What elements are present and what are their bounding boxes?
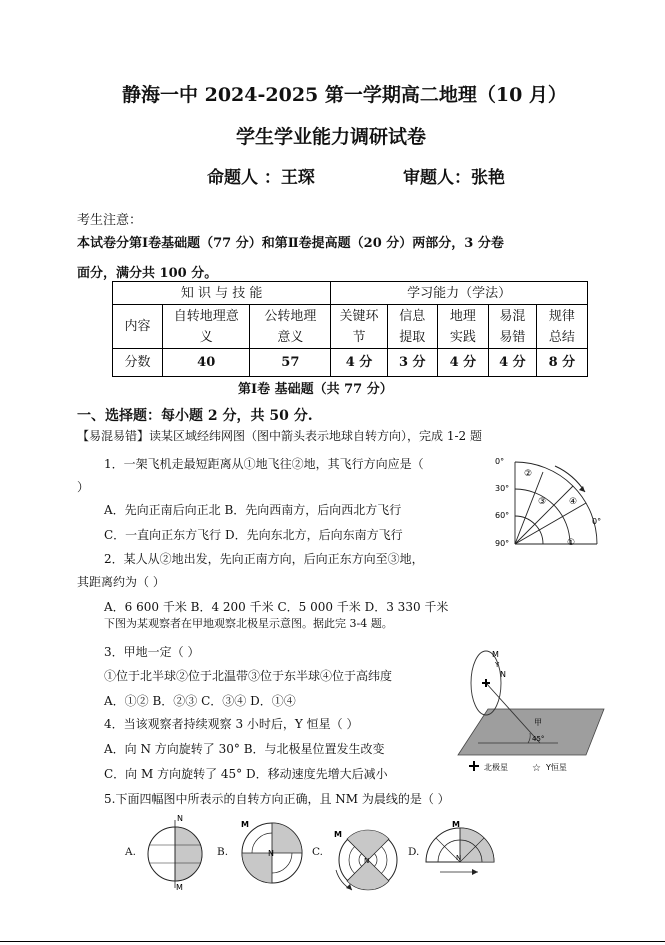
- q5-choice-d: D.: [408, 846, 420, 858]
- q5-choice-b: B.: [217, 846, 229, 858]
- q5-choice-a: A.: [125, 846, 136, 858]
- table-group-knowledge: 知 识 与 技 能: [113, 282, 331, 305]
- globe-d-n: N: [456, 854, 462, 862]
- intro-q3-q4: 下图为某观察者在甲地观察北极星示意图。据此完 3-4 题。: [104, 617, 393, 630]
- lat-label-30: 30°: [495, 484, 510, 493]
- q5-choice-c: C.: [312, 846, 323, 858]
- q1-stem: 1．一架飞机走最短距离从①地飞往②地，其飞行方向应是（: [104, 457, 424, 471]
- globe-c-n: N: [364, 857, 370, 865]
- table-cell-score: 4 分: [437, 349, 488, 377]
- lat-label-90: 90°: [495, 539, 510, 548]
- point-3: ③: [538, 497, 547, 507]
- legend-star-y: Y恒星: [546, 763, 567, 772]
- star-mark-Y: Y: [495, 661, 500, 669]
- place-jia: 甲: [534, 718, 542, 727]
- point-4: ④: [569, 497, 578, 507]
- q2-stem: 2．某人从②地出发，先向正南方向，后向正东方向至③地，: [104, 552, 424, 566]
- q3-stem: 3．甲地一定（ ）: [104, 645, 200, 659]
- globe-d-figure: [422, 820, 498, 882]
- star-icon: ☆: [532, 763, 541, 774]
- globe-a-m: M: [176, 883, 183, 892]
- q3-options: A．①② B．②③ C．③④ D．①④: [104, 694, 296, 708]
- table-cell-score: 4 分: [331, 349, 387, 377]
- table-cell-content: 自转地理意 义: [163, 305, 250, 349]
- lat-label-60: 60°: [495, 511, 510, 520]
- table-cell-score: 3 分: [387, 349, 437, 377]
- table-cell-content: 易混 易错: [488, 305, 536, 349]
- table-cell-content: 地理 实践: [437, 305, 488, 349]
- lon-label-0: 0°: [592, 517, 602, 526]
- point-1: ①: [567, 538, 576, 548]
- exam-title: 静海一中 2024-2025 第一学期高二地理（10 月）: [122, 84, 567, 106]
- table-cell-content: 公转地理 意义: [250, 305, 331, 349]
- polaris-observation-figure: [458, 643, 608, 778]
- table-cell-content: 关键环 节: [331, 305, 387, 349]
- table-cell-score: 8 分: [536, 349, 587, 377]
- globe-a-figure: [145, 812, 205, 892]
- globe-b-n: N: [268, 849, 274, 858]
- q4-options-ab: A．向 N 方向旋转了 30° B．与北极星位置发生改变: [104, 742, 385, 756]
- author-label: 命题人 ：王琛: [207, 168, 315, 188]
- globe-d-m: M: [452, 820, 460, 829]
- q5-stem: 5.下面四幅图中所表示的自转方向正确，且 NM 为晨线的是（ ）: [104, 792, 450, 806]
- star-mark-M: M: [492, 650, 499, 659]
- globe-b-figure: [235, 818, 305, 888]
- table-group-learning: 学习能力（学法）: [331, 282, 588, 305]
- globe-c-figure: [328, 822, 400, 894]
- exam-subtitle: 学生学业能力调研试卷: [236, 126, 427, 148]
- q1-stem-end: ）: [77, 480, 90, 494]
- lat-long-grid-figure: [495, 452, 610, 552]
- q4-options-cd: C．向 M 方向旋转了 45° D．移动速度先增大后减小: [104, 767, 388, 781]
- table-cell-score: 40: [163, 349, 250, 377]
- row-label-content: 内容: [113, 305, 163, 349]
- page-bottom-rule: [0, 941, 665, 942]
- table-cell-content: 信息 提取: [387, 305, 437, 349]
- star-mark-N: N: [500, 670, 506, 679]
- legend-polaris: 北极星: [484, 763, 508, 772]
- q2-options: A．6 600 千米 B．4 200 千米 C．5 000 千米 D．3 330 千米: [104, 600, 449, 614]
- part-1-title: 一、选择题：每小题 2 分，共 50 分.: [77, 408, 313, 424]
- notice-line-1: 本试卷分第Ⅰ卷基础题（77 分）和第Ⅱ卷提高题（20 分）两部分，3 分卷: [77, 236, 504, 251]
- globe-a-n: N: [177, 814, 183, 823]
- table-cell-score: 4 分: [488, 349, 536, 377]
- globe-b-m: M: [241, 820, 249, 829]
- notice-line-2: 面分，满分共 100 分。: [77, 266, 218, 281]
- lat-label-0: 0°: [495, 457, 505, 466]
- table-cell-score: 57: [250, 349, 331, 377]
- angle-45: 45°: [532, 735, 545, 743]
- score-table: [112, 281, 588, 377]
- table-cell-content: 规律 总结: [536, 305, 587, 349]
- q1-options-cd: C．一直向正东方飞行 D．先向东北方，后向东南方飞行: [104, 528, 403, 542]
- globe-c-m: M: [334, 830, 342, 839]
- point-2: ②: [524, 469, 533, 479]
- q3-facts: ①位于北半球②位于北温带③位于东半球④位于高纬度: [104, 669, 393, 683]
- reviewer-label: 审题人：张艳: [403, 168, 505, 188]
- intro-q1-q2: 【易混易错】读某区域经纬网图（图中箭头表示地球自转方向），完成 1-2 题: [77, 429, 482, 443]
- q4-stem: 4．当该观察者持续观察 3 小时后，Y 恒星（ ）: [104, 717, 359, 731]
- notice-heading: 考生注意：: [77, 213, 143, 228]
- row-label-score: 分数: [113, 349, 163, 377]
- q1-options-ab: A．先向正南后向正北 B．先向西南方，后向西北方飞行: [104, 503, 402, 517]
- q2-stem-2: 其距离约为（ ）: [77, 575, 165, 589]
- section-1-title: 第Ⅰ卷 基础题（共 77 分）: [238, 382, 393, 397]
